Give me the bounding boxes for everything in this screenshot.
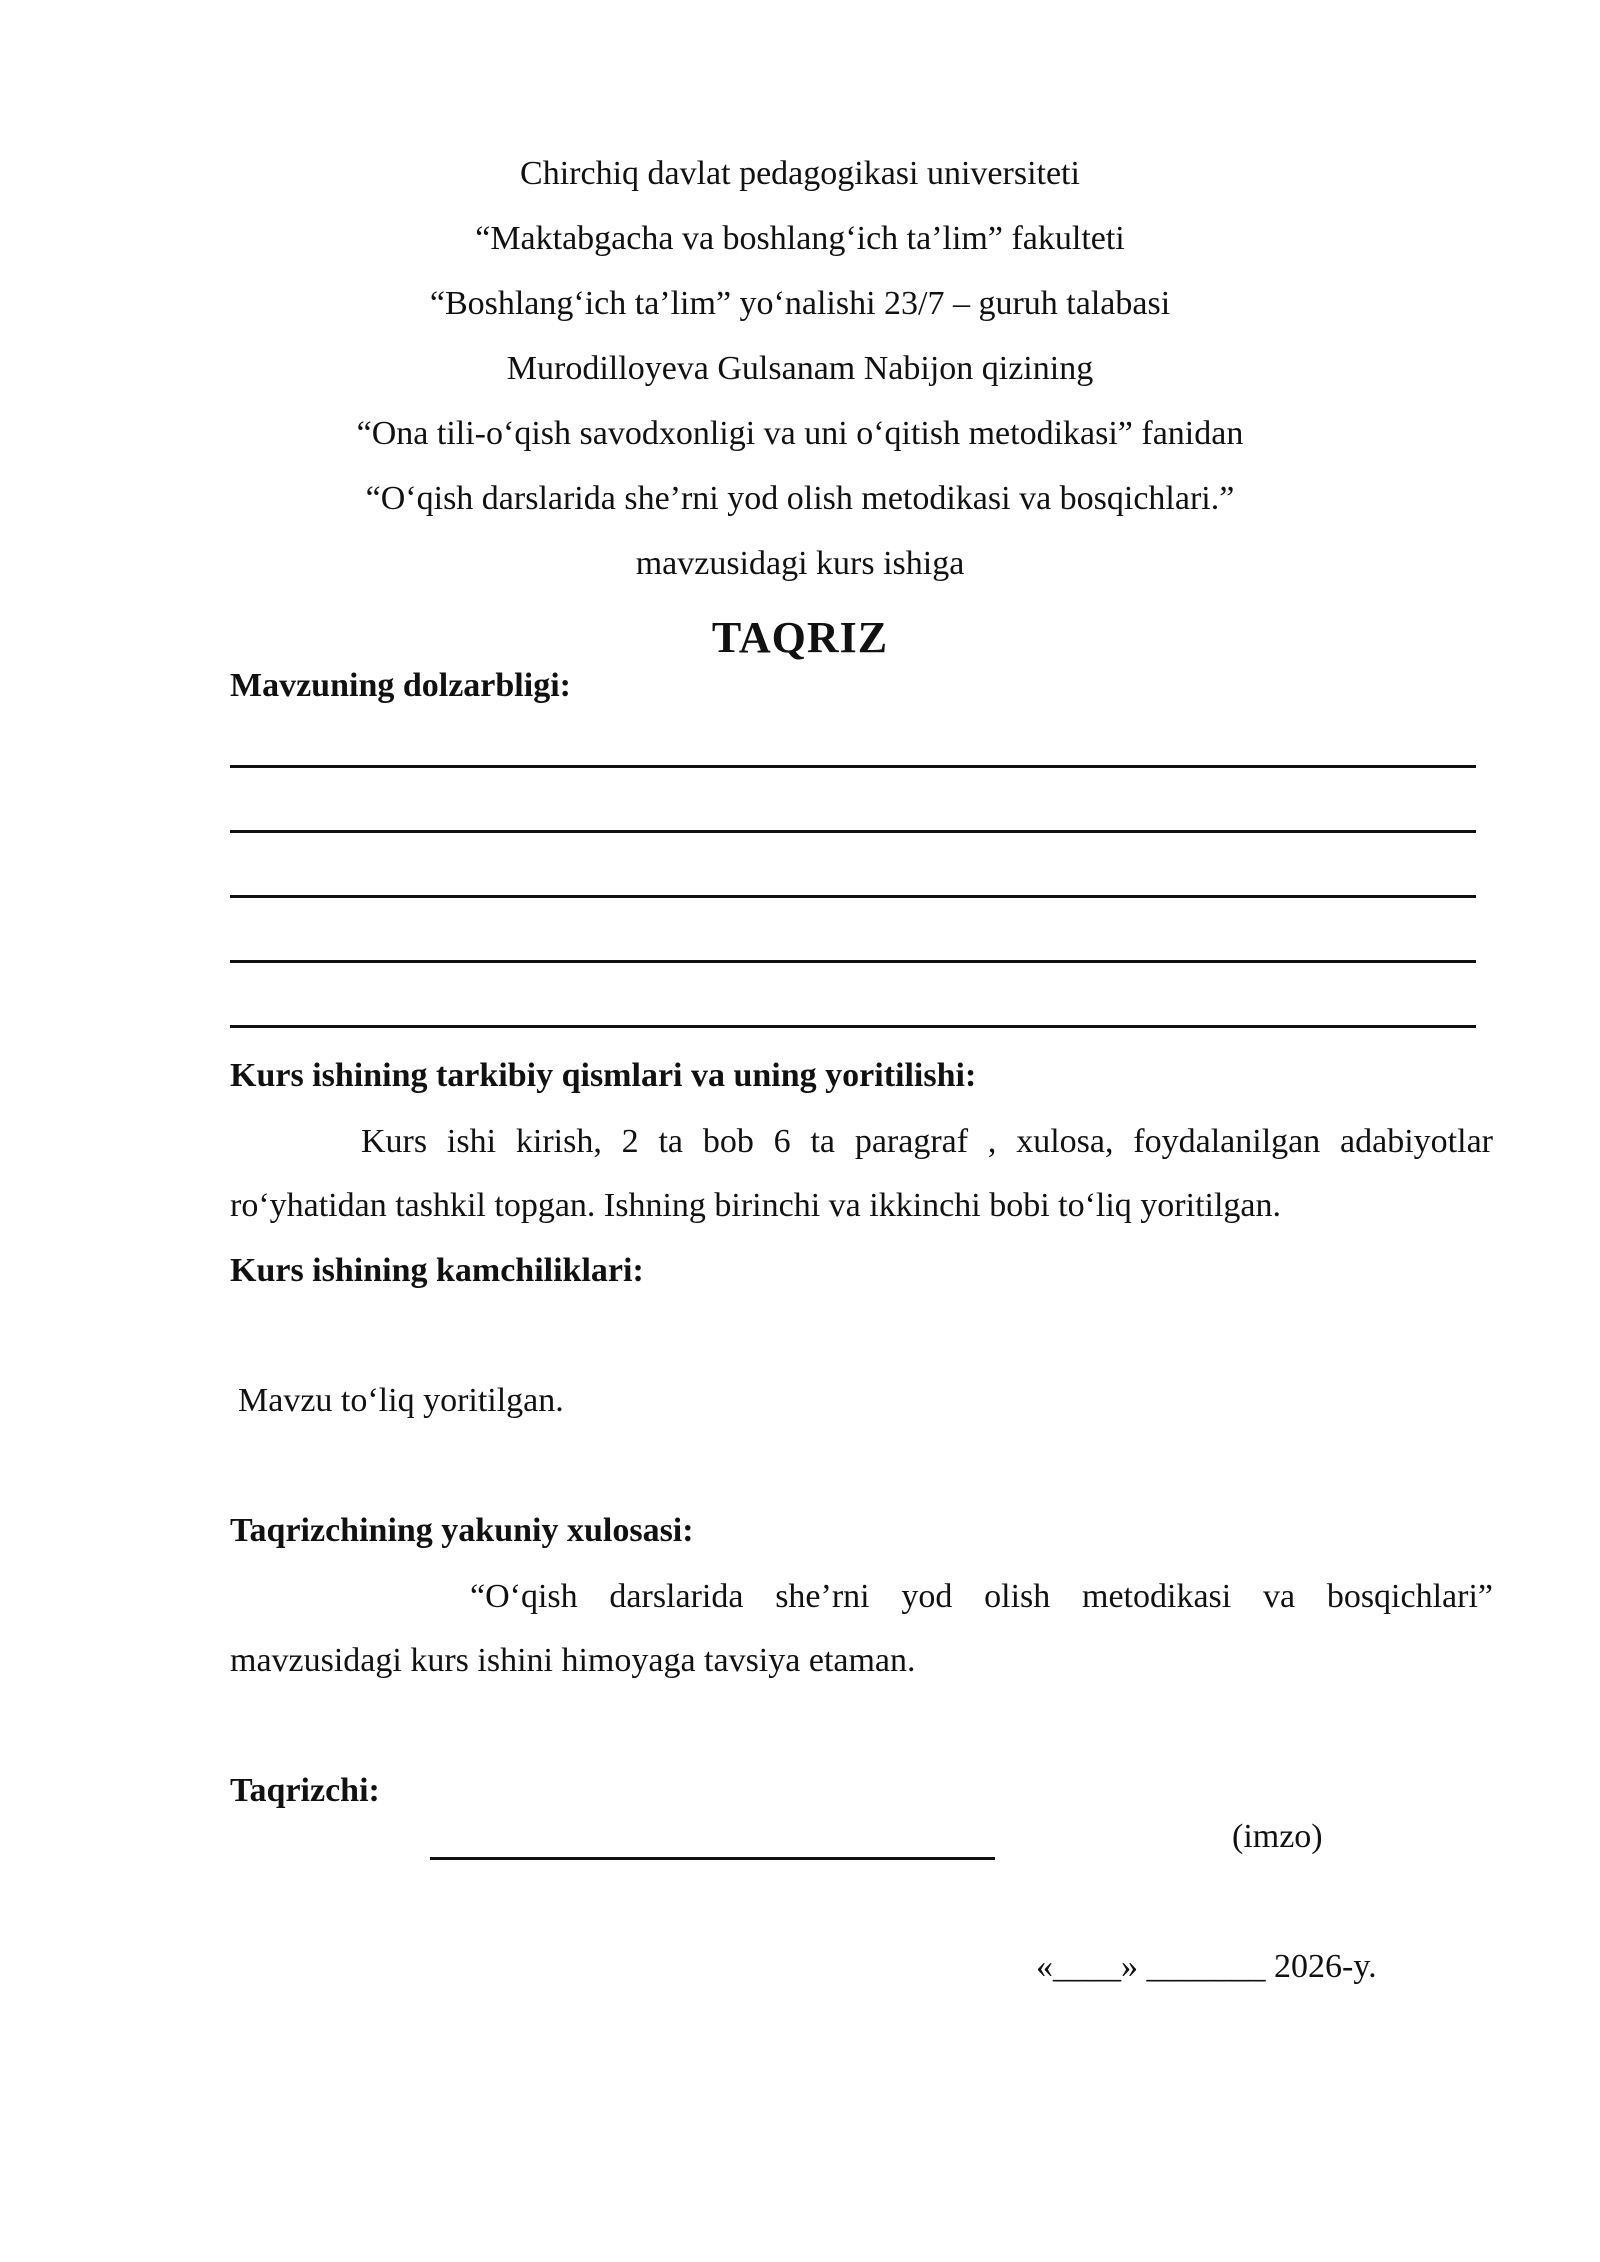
blank-line xyxy=(230,765,1476,768)
topic-suffix: mavzusidagi kurs ishiga xyxy=(635,545,965,582)
blank-line xyxy=(230,960,1476,963)
conclusion-heading: Taqrizchining yakuniy xulosasi: xyxy=(230,1512,694,1549)
signature-line xyxy=(430,1857,995,1860)
reviewer-label: Taqrizchi: xyxy=(230,1772,380,1809)
subject-name: “Ona tili-o‘qish savodxonligi va uni o‘qitish metodikasi” fanidan xyxy=(356,415,1244,452)
structure-paragraph xyxy=(230,1109,1493,1174)
university-name: Chirchiq davlat pedagogikasi universiteti xyxy=(520,155,1080,192)
shortcomings-text: Mavzu to‘liq yoritilgan. xyxy=(238,1382,564,1419)
blank-line xyxy=(230,830,1476,833)
conclusion-line: “O‘qish darslarida she’rni yod olish metodikasi va bosqichlari” xyxy=(470,1578,1493,1615)
structure-line: ro‘yhatidan tashkil topgan. Ishning birinchi va ikkinchi bobi to‘liq yoritilgan. xyxy=(230,1187,1281,1224)
faculty-name: “Maktabgacha va boshlang‘ich ta’lim” fakulteti xyxy=(475,220,1125,257)
relevance-heading: Mavzuning dolzarbligi: xyxy=(230,667,571,704)
program-group: “Boshlang‘ich ta’lim” yo‘nalishi 23/7 – guruh talabasi xyxy=(429,285,1171,322)
date-line: «____» _______ 2026-y. xyxy=(1036,1948,1377,1985)
document-title: TAQRIZ xyxy=(711,613,889,662)
structure-heading: Kurs ishining tarkibiy qismlari va uning yoritilishi: xyxy=(230,1057,977,1094)
student-name: Murodilloyeva Gulsanam Nabijon qizining xyxy=(506,350,1094,387)
conclusion-paragraph xyxy=(230,1564,1493,1629)
signature-note: (imzo) xyxy=(1232,1818,1323,1855)
topic-title: “O‘qish darslarida she’rni yod olish metodikasi va bosqichlari.” xyxy=(365,480,1235,517)
conclusion-line: mavzusidagi kurs ishini himoyaga tavsiya etaman. xyxy=(230,1642,916,1679)
shortcomings-heading: Kurs ishining kamchiliklari: xyxy=(230,1252,644,1289)
blank-line xyxy=(230,895,1476,898)
blank-line xyxy=(230,1025,1476,1028)
structure-line: Kurs ishi kirish, 2 ta bob 6 ta paragraf , xulosa, foydalanilgan adabiyotlar xyxy=(361,1123,1493,1160)
